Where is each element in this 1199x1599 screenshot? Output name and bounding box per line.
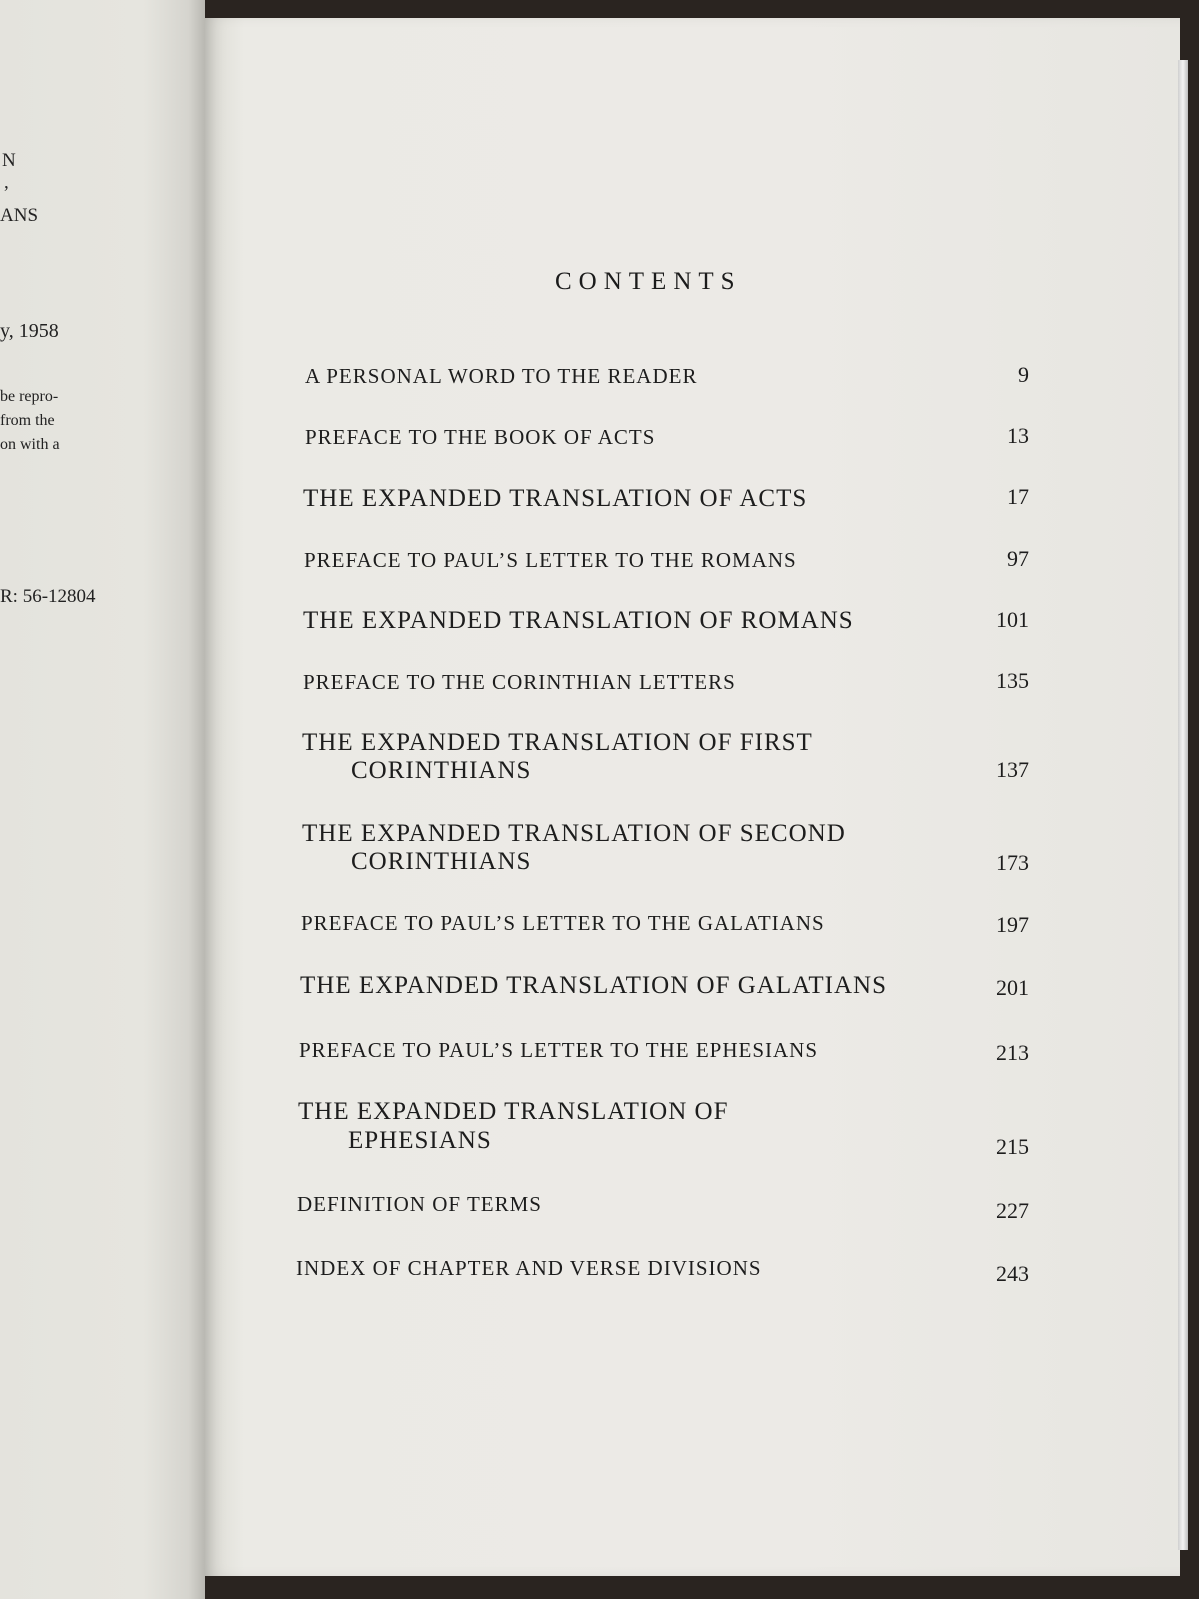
toc-entry-title: THE EXPANDED TRANSLATION OF ROMANS bbox=[303, 607, 854, 634]
left-fragment: N bbox=[2, 150, 16, 171]
toc-entry-page: 17 bbox=[1007, 484, 1029, 509]
show-through-shadow bbox=[60, 640, 88, 767]
toc-entry-title: THE EXPANDED TRANSLATION OF ACTS bbox=[303, 485, 808, 512]
toc-entry-title: PREFACE TO PAUL’S LETTER TO THE ROMANS bbox=[304, 548, 797, 572]
toc-entry-title: DEFINITION OF TERMS bbox=[297, 1192, 542, 1216]
toc-entry-title: PREFACE TO PAUL’S LETTER TO THE EPHESIANS bbox=[299, 1038, 819, 1062]
toc-entry-page: 97 bbox=[1007, 546, 1029, 571]
toc-entry-page: 9 bbox=[1018, 362, 1029, 387]
toc-entry-title: THE EXPANDED TRANSLATION OF bbox=[298, 1098, 729, 1125]
toc-entry-page: 197 bbox=[996, 912, 1029, 937]
toc-entry-title: THE EXPANDED TRANSLATION OF SECOND bbox=[302, 820, 846, 847]
toc-entry-page: 173 bbox=[996, 850, 1029, 875]
toc-entry-page: 243 bbox=[996, 1261, 1029, 1286]
toc-entry-page: 213 bbox=[996, 1040, 1029, 1065]
toc-entry-title: PREFACE TO PAUL’S LETTER TO THE GALATIANS bbox=[301, 911, 825, 935]
toc-entry-page: 215 bbox=[996, 1134, 1029, 1159]
toc-entry-title: THE EXPANDED TRANSLATION OF GALATIANS bbox=[300, 972, 888, 999]
left-fragment: y, 1958 bbox=[0, 320, 59, 342]
left-page bbox=[0, 0, 205, 1599]
left-fragment: ANS bbox=[0, 205, 39, 226]
toc-entry-page: 201 bbox=[996, 975, 1029, 1000]
toc-entry-title: THE EXPANDED TRANSLATION OF FIRST bbox=[302, 729, 813, 756]
toc-entry-title: A PERSONAL WORD TO THE READER bbox=[305, 364, 698, 388]
contents-page bbox=[205, 18, 1180, 1576]
toc-entry-page: 13 bbox=[1007, 423, 1029, 448]
left-fragment: on with a bbox=[0, 436, 60, 453]
contents-heading: CONTENTS bbox=[555, 268, 742, 295]
page-edge bbox=[1178, 60, 1188, 1550]
left-fragment: be repro- bbox=[0, 388, 59, 405]
toc-entry-page: 137 bbox=[996, 757, 1029, 782]
toc-entry-continuation: CORINTHIANS bbox=[351, 848, 532, 875]
toc-entry-page: 101 bbox=[996, 607, 1029, 632]
left-fragment: , bbox=[4, 172, 9, 193]
toc-entry-title: PREFACE TO THE CORINTHIAN LETTERS bbox=[303, 670, 736, 694]
toc-entry-title: INDEX OF CHAPTER AND VERSE DIVISIONS bbox=[296, 1256, 762, 1280]
toc-entry-continuation: CORINTHIANS bbox=[351, 757, 532, 784]
toc-entry-page: 227 bbox=[996, 1198, 1029, 1223]
toc-entry-page: 135 bbox=[996, 668, 1029, 693]
toc-entry-continuation: EPHESIANS bbox=[348, 1127, 492, 1154]
left-fragment: from the bbox=[0, 412, 55, 429]
left-fragment: R: 56-12804 bbox=[0, 586, 96, 607]
toc-entry-title: PREFACE TO THE BOOK OF ACTS bbox=[305, 425, 656, 449]
